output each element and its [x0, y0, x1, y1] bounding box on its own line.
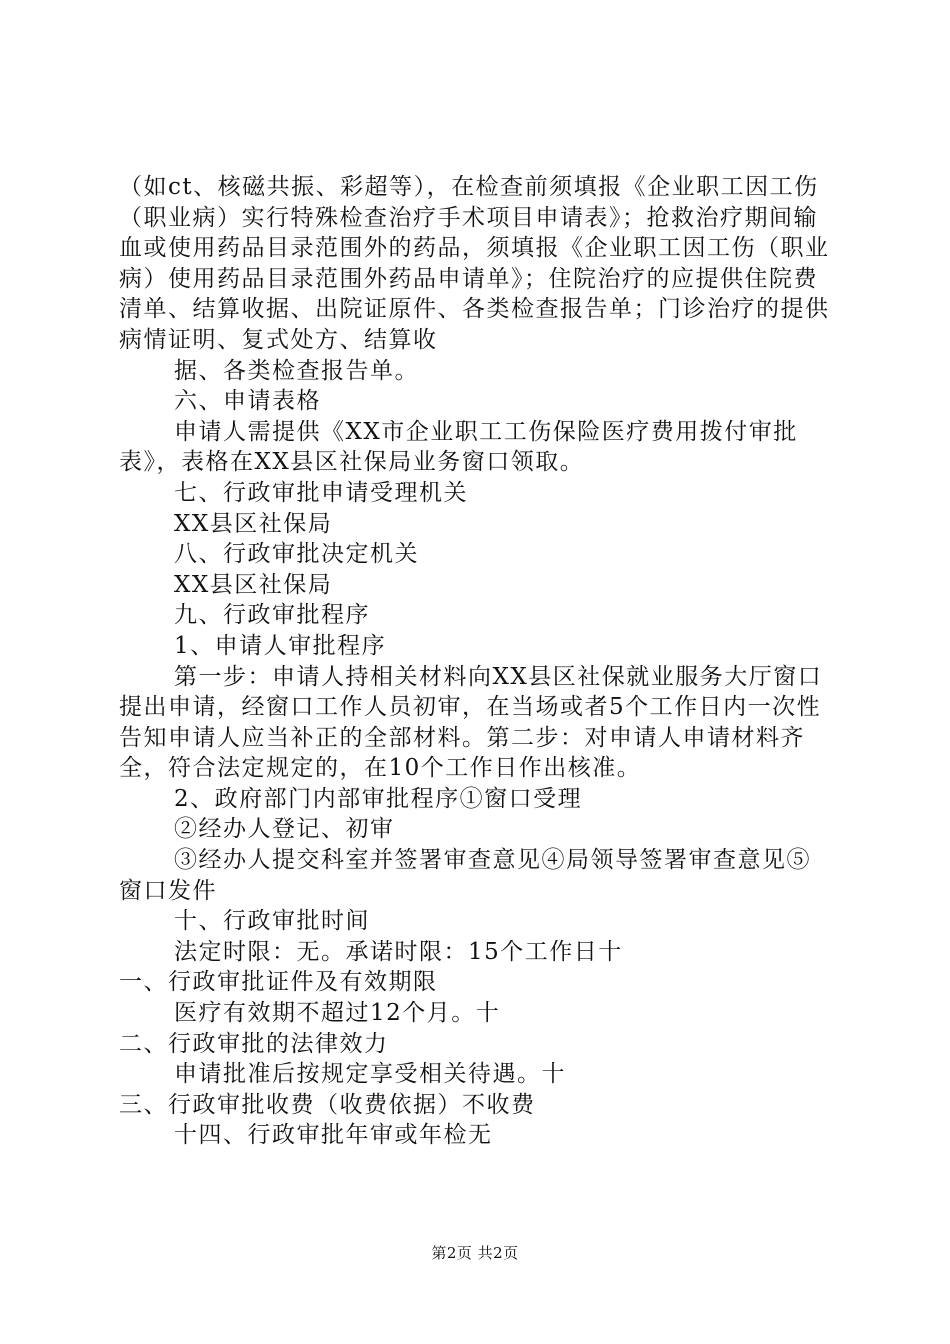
heading-accepting-authority: 七、行政审批申请受理机关: [174, 479, 468, 506]
procedure-step-registration: ②经办人登记、初审: [174, 816, 395, 843]
paragraph-time-limits: 法定时限：无。承诺时限：15个工作日十: [174, 938, 623, 965]
heading-legal-effect: 二、行政审批的法律效力: [119, 1030, 389, 1057]
heading-approval-time: 十、行政审批时间: [174, 908, 370, 935]
heading-certificate-validity: 一、行政审批证件及有效期限: [119, 969, 438, 996]
heading-approval-procedure: 九、行政审批程序: [174, 602, 370, 629]
heading-annual-review: 十四、行政审批年审或年检无: [174, 1122, 493, 1149]
accepting-authority-name: XX县区社保局: [174, 510, 333, 537]
heading-application-forms: 六、申请表格: [174, 388, 321, 415]
paragraph-legal-effect: 申请批准后按规定享受相关待遇。十: [174, 1061, 566, 1088]
page-number-footer: 第2页 共2页: [431, 1244, 519, 1262]
subheading-internal-procedure: 2、政府部门内部审批程序①窗口受理: [174, 785, 583, 812]
deciding-authority-name: XX县区社保局: [174, 571, 333, 598]
paragraph-application-forms: 申请人需提供《XX市企业职工工伤保险医疗费用拨付审批表》，表格在XX县区社保局业务窗口领取。: [119, 418, 798, 476]
paragraph-procedure-steps: 第一步：申请人持相关材料向XX县区社保就业服务大厅窗口提出申请，经窗口工作人员初审，在当场或者5个工作日内一次性告知申请人应当补正的全部材料。第二步：对申请人申请材料齐全，符合法定规定的，在10个工作日作出核准。: [119, 663, 823, 782]
paragraph-required-materials: （如ct、核磁共振、彩超等），在检查前须填报《企业职工因工伤（职业病）实行特殊检查治疗手术项目申请表》；抢救治疗期间输血或使用药品目录范围外的药品，须填报《企业职工因工伤（职业病）使用药品目录范围外药品申请单》；住院治疗的应提供住院费清单、结算收据、出院证原件、各类检查报告单；门诊治疗的提供病情证明、复式处方、结算收: [119, 174, 830, 353]
paragraph-materials-continued: 据、各类检查报告单。: [174, 357, 419, 384]
paragraph-validity: 医疗有效期不超过12个月。十: [174, 1000, 501, 1027]
heading-deciding-authority: 八、行政审批决定机关: [174, 541, 419, 568]
subheading-applicant-procedure: 1、申请人审批程序: [174, 632, 387, 659]
procedure-step-review: ③经办人提交科室并签署审查意见④局领导签署审查意见⑤窗口发件: [119, 847, 811, 904]
heading-fees: 三、行政审批收费（收费依据）不收费: [119, 1091, 536, 1118]
document-body: [119, 172, 831, 1151]
